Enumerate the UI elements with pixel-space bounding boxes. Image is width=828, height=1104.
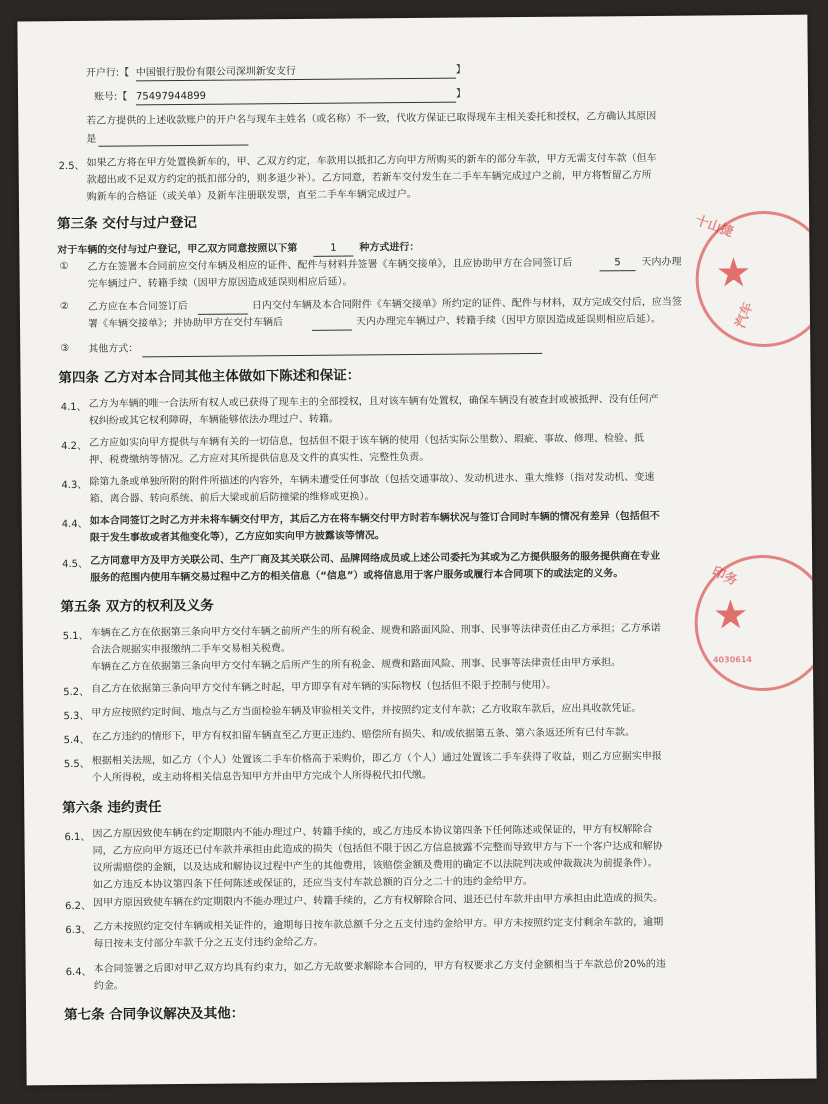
option-num: ③ — [60, 343, 70, 355]
option1-line: 乙方在签署本合同前应交付车辆及相应的证件、配件与材料并签署《车辆交接单》，且应协助甲方在合同签订后 — [87, 257, 573, 273]
clause-line: 因甲方原因致使车辆在约定期限内不能办理过户、转籍手续的，乙方有权解除合同、退还已付车款并由甲方承担由此造成的损失。 — [93, 892, 664, 909]
seal-text: 印务 — [709, 564, 740, 589]
clause-num: 2.5、 — [58, 160, 85, 173]
clause-line: 款超出或不足双方约定的抵扣部分的，则多退少补）。乙方同意，若新车交付发生在二手车车辆完成过户之前，甲方将暂留乙方所 — [86, 169, 652, 186]
clause-line: 议所需赔偿的金额，以及达成和解协议过程中产生的其他费用，该赔偿金额及费用的确定不以法院判决或仲裁裁决为前提条件）。 — [92, 857, 658, 874]
clause-line: 除第九条或单独所附的附件所描述的内容外，车辆未遭受任何事故（包括交通事故）、发动机进水、重大维修（指对发动机、变速 — [89, 471, 655, 488]
clause-num: 5.5、 — [63, 758, 90, 771]
reason-blank — [98, 131, 248, 146]
seal-text: 汽车 — [733, 300, 757, 331]
option3-label: 其他方式： — [88, 343, 139, 355]
section-title: 第五条 双方的权利及义务 — [60, 597, 214, 616]
clause-line: 乙方未按照约定交付车辆或相关证件的，逾期每日按车款总额千分之五支付违约金给甲方。甲方未按照约定支付剩余车款的，逾期 — [93, 916, 664, 933]
contract-page — [17, 15, 816, 1086]
account-label: 账号:【 — [93, 91, 128, 103]
clause-line: 权纠纷或其它权利障碍，车辆能够依法办理过户、转籍。 — [88, 413, 339, 427]
days-blank — [198, 299, 248, 314]
clause-line: 车辆在乙方在依据第三条向甲方交付车辆之前所产生的所有税金、规费和路面风险、刑事、民事等法律责任由乙方承担；乙方承诺 — [90, 622, 661, 639]
clause-num: 6.2、 — [65, 900, 92, 913]
option2-line-2: 署《车辆交接单》；并协助甲方在交付车辆后 — [87, 317, 284, 330]
section3-lead-end: 种方式进行： — [359, 241, 420, 254]
option1-line-2: 完车辆过户、转籍手续（因甲方原因造成延误则相应后延）。 — [87, 276, 353, 290]
clause-line: 个人所得税，或主动将相关信息告知甲方并由甲方完成个人所得税代扣代缴。 — [91, 769, 433, 784]
note-line: 若乙方提供的上述收款账户的开户名与现车主姓名（或名称）不一致，代收方保证已取得现车主相关委托和授权，乙方确认其原因 — [86, 110, 657, 127]
days-blank — [312, 316, 352, 331]
option-num: ② — [59, 301, 69, 313]
clause-line: 箱、离合器、转向系统、前后大梁或前后防撞梁的维修或更换）。 — [89, 491, 375, 505]
option2-line: 乙方应在本合同签订后 — [87, 300, 188, 313]
clause-line: 自乙方在依据第三条向甲方交付车辆之时起，甲方即享有对车辆的实际物权（包括但不限于控制与使用）。 — [91, 679, 557, 695]
clause-num: 5.2、 — [63, 686, 90, 699]
seal-text: 十山捷 — [693, 213, 735, 241]
clause-num: 5.1、 — [62, 630, 89, 643]
clause-num: 5.3、 — [63, 710, 90, 723]
clause-num: 6.4、 — [65, 966, 92, 979]
clause-line: 甲方应按照约定时间、地点与乙方当面检验车辆及审验相关文件，并按照约定支付车款；乙方收取车款后，应出具收款凭证。 — [91, 703, 642, 719]
clause-num: 4.3、 — [61, 479, 88, 492]
bank-label: 开户行:【 — [85, 67, 130, 79]
clause-line: 购新车的合格证（或关单）及新车注册联发票，直至二手车车辆完成过户。 — [86, 188, 417, 203]
account-value: 75497944899 — [136, 88, 456, 106]
clause-line: 押、税费缴纳等情况。乙方应对其所提供信息及文件的真实性、完整性负责。 — [89, 451, 430, 466]
clause-line: 车辆在乙方在依据第三条向甲方交付车辆之后所产生的所有税金、规费和路面风险、刑事、民事等法律责任由甲方承担。 — [90, 657, 622, 673]
clause-line: 同，乙方应向甲方返还已付车款并承担由此造成的损失（包括但不限于因乙方信息披露不完整而导致甲方与下一个客户达成和解协 — [92, 840, 663, 857]
clause-num: 6.1、 — [64, 831, 91, 844]
note-line-2: 是 — [86, 133, 97, 145]
section-title: 第六条 违约责任 — [62, 799, 162, 817]
clause-line: 服务的范围内使用车辆交易过程中乙方的相关信息（“信息”）或将信息用于客户服务或履行本合同项下的或法定的义务。 — [90, 568, 624, 584]
clause-line: 如果乙方将在甲方处置换新车的，甲、乙双方约定，车款用以抵扣乙方向甲方所购买的新车的部分车款，甲方无需支付车款（但车 — [86, 152, 657, 169]
clause-line: 限于发生事故或者其他变化等），乙方应如实向甲方披露该等情况。 — [89, 530, 385, 544]
bank-close: 】 — [455, 64, 466, 76]
clause-line: 根据相关法规，如乙方（个人）处置该二手车价格高于采购价，即乙方（个人）通过处置该二手车获得了收益，则乙方应据实申报 — [91, 750, 662, 767]
other-method-blank — [142, 339, 542, 357]
section3-lead: 对于车辆的交付与过户登记，甲乙双方同意按照以下第 — [57, 243, 298, 257]
section-title: 第七条 合同争议解决及其他： — [63, 1005, 245, 1024]
clause-num: 6.3、 — [65, 924, 92, 937]
seal-text: 4030614 — [712, 655, 752, 665]
clause-line: 乙方同意甲方及甲方关联公司、生产厂商及其关联公司、品牌网络成员或上述公司委托为其或为乙方提供服务的服务提供商在专业 — [90, 550, 661, 567]
clause-line: 如乙方违反本协议第四条下任何陈述或保证的，还应当支付车款总额的百分之二十的违约金给甲方。 — [92, 876, 533, 891]
clause-num: 5.4、 — [63, 734, 90, 747]
seal-star-icon: ★ — [715, 250, 752, 297]
clause-line: 乙方应如实向甲方提供与车辆有关的一切信息，包括但不限于该车辆的使用（包括实际公里数）、瑕疵、事故、修理、检验、抵 — [89, 433, 645, 449]
section-title: 第四条 乙方对本合同其他主体做如下陈述和保证： — [58, 367, 361, 387]
clause-num: 4.5、 — [62, 558, 89, 571]
option2-line-end: 日内交付车辆及本合同附件《车辆交接单》所约定的证件、配件与材料，双方完成交付后，应当签 — [251, 296, 682, 312]
option2-line-2-end: 天内办理完车辆过户、转籍手续（因甲方原因造成延误则相应后延）。 — [355, 313, 662, 328]
clause-line: 乙方为车辆的唯一合法所有权人或已获得了现车主的全部授权，且对该车辆有处置权，确保车辆没有被查封或被抵押、没有任何产 — [88, 393, 659, 410]
method-value: 1 — [313, 242, 353, 257]
clause-line: 本合同签署之后即对甲乙双方均具有约束力，如乙方无故要求解除本合同的，甲方有权要求乙方支付金额相当于车款总价20%的违 — [93, 958, 666, 975]
seal-star-icon: ★ — [712, 592, 749, 639]
clause-line: 约金。 — [93, 980, 124, 992]
days-value: 5 — [599, 256, 635, 271]
bank-value: 中国银行股份有限公司深圳新安支行 — [136, 64, 456, 82]
clause-num: 4.2、 — [61, 440, 88, 453]
clause-num: 4.4、 — [61, 518, 88, 531]
account-close: 】 — [455, 88, 467, 100]
clause-line: 在乙方违约的情形下，甲方有权扣留车辆直至乙方更正违约、赔偿所有损失、和/或依据第五条、第六条返还所有已付车款。 — [91, 727, 636, 743]
clause-num: 4.1、 — [60, 401, 87, 414]
clause-line: 合法合规据实申报缴纳二手车交易相关税费。 — [90, 643, 291, 656]
option-num: ① — [59, 261, 69, 273]
clause-line: 因乙方原因致使车辆在约定期限内不能办理过户、转籍手续的，或乙方违反本协议第四条下任何陈述或保证的，甲方有权解除合 — [92, 823, 653, 840]
option1-line-end: 天内办理 — [641, 256, 682, 269]
clause-line: 每日按未支付部分车款千分之五支付违约金给乙方。 — [93, 936, 324, 950]
clause-line: 如本合同签订之时乙方并未将车辆交付甲方，其后乙方在将车辆交付甲方时若车辆状况与签订合同时车辆的情况有差异（包括但不 — [89, 510, 660, 527]
section-title: 第三条 交付与过户登记 — [57, 214, 197, 233]
